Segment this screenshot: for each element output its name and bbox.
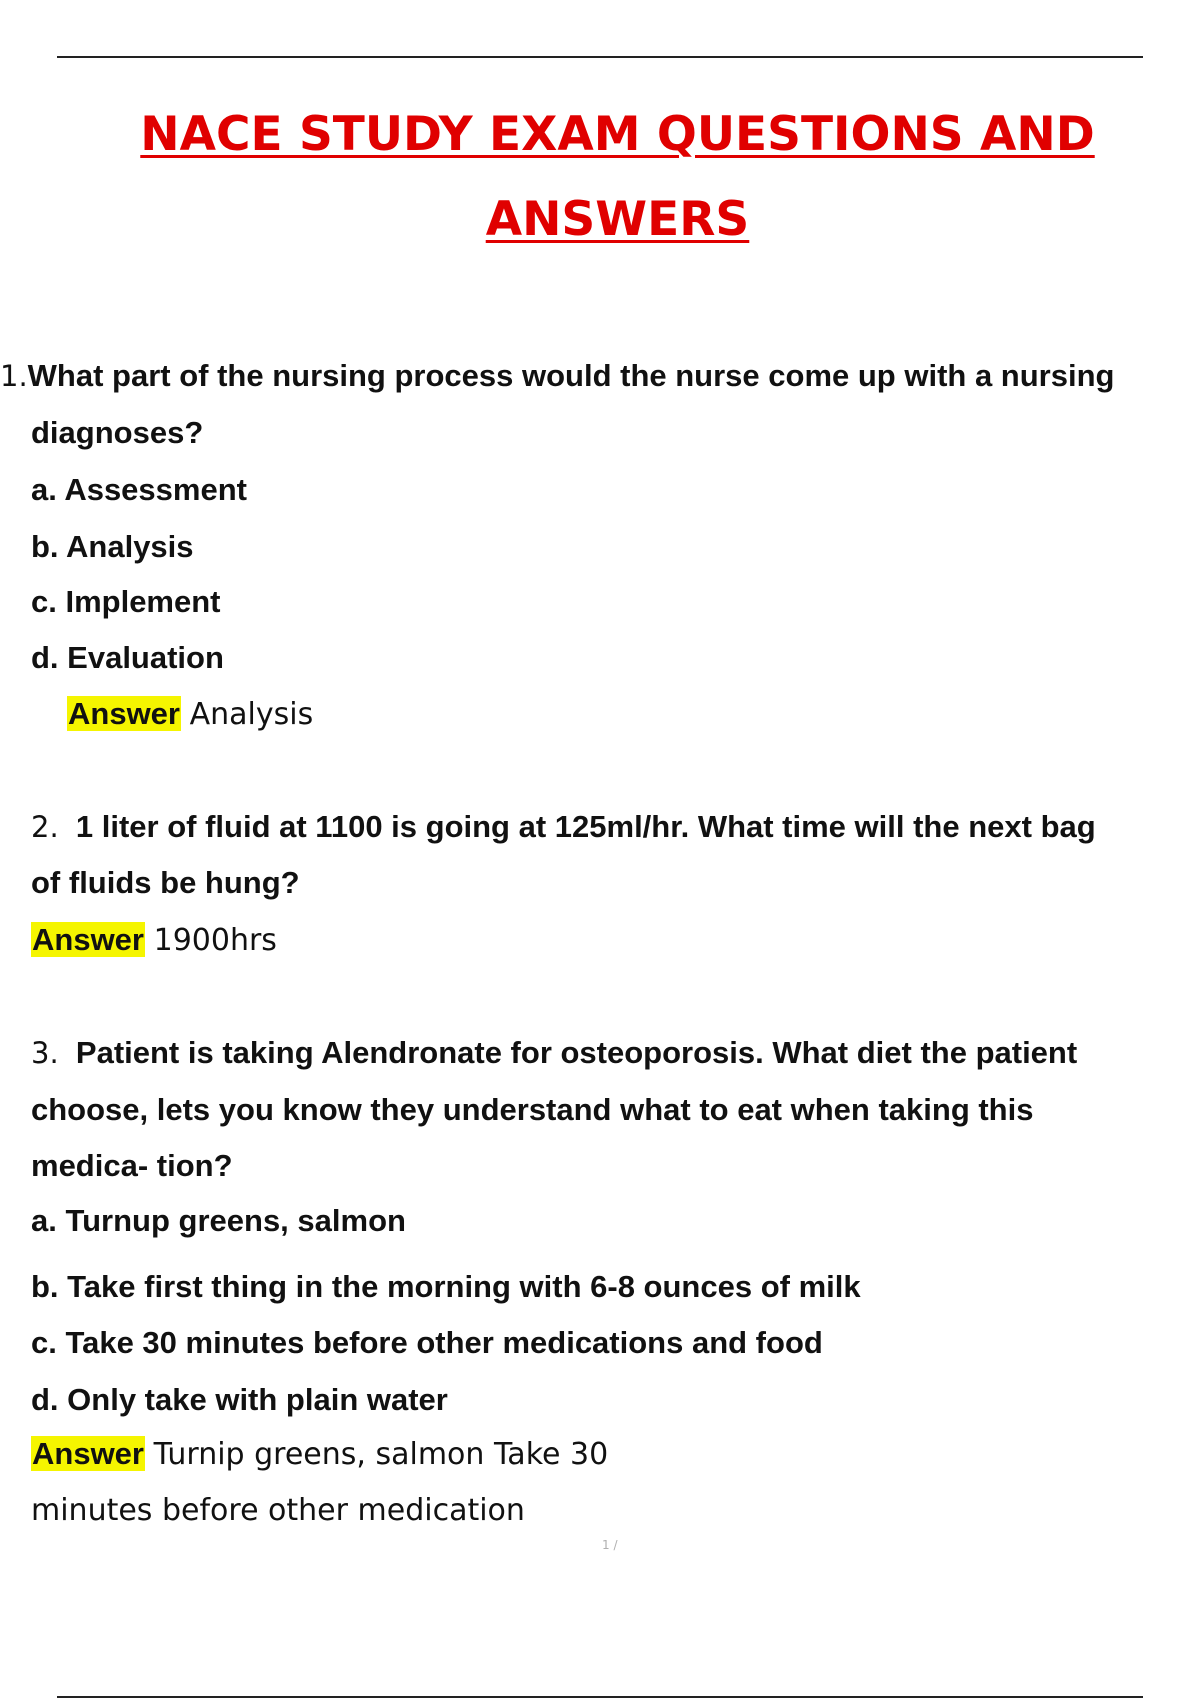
question-3-option-b: b. Take first thing in the morning with 6-8 ounces of milk	[31, 1269, 861, 1304]
answer-label: Answer	[68, 696, 180, 731]
question-3-text-line-2: choose, lets you know they understand what to eat when taking this	[31, 1092, 1034, 1127]
question-3-option-a: a. Turnup greens, salmon	[31, 1203, 406, 1238]
top-rule	[57, 56, 1143, 58]
page-title	[60, 92, 1175, 262]
question-3-answer-line-2	[31, 1490, 525, 1531]
question-1	[0, 356, 1114, 396]
question-2-answer	[31, 920, 277, 961]
bottom-rule	[57, 1696, 1143, 1698]
question-3	[31, 1033, 1077, 1073]
question-1-answer	[67, 694, 313, 735]
answer-label: Answer	[32, 1436, 144, 1471]
question-3-answer-text-line-2: minutes before other medication	[31, 1493, 525, 1528]
question-1-text-line-1: What part of the nursing process would the nurse come up with a nursing	[27, 358, 1115, 393]
question-2-answer-text: 1900hrs	[153, 923, 277, 958]
question-1-option-a: a. Assessment	[31, 472, 247, 507]
answer-label: Answer	[32, 922, 144, 957]
question-1-number: 1.	[0, 359, 28, 393]
title-line-2: ANSWERS	[485, 192, 750, 247]
page-number: 1 /	[602, 1538, 618, 1552]
question-2-text-line-1: 1 liter of fluid at 1100 is going at 125ml/hr. What time will the next bag	[75, 809, 1096, 844]
question-3-answer	[31, 1434, 608, 1475]
question-1-answer-text: Analysis	[189, 697, 314, 732]
question-3-option-c: c. Take 30 minutes before other medications and food	[31, 1325, 823, 1360]
title-line-1: NACE STUDY EXAM QUESTIONS AND	[140, 107, 1095, 162]
question-3-answer-text-line-1: Turnip greens, salmon Take 30	[153, 1437, 609, 1472]
question-2-number: 2.	[31, 810, 59, 844]
question-1-option-b: b. Analysis	[31, 529, 194, 564]
question-3-number: 3.	[31, 1036, 59, 1070]
question-1-text-line-2: diagnoses?	[31, 415, 204, 450]
question-2	[31, 807, 1096, 847]
question-3-text-line-3: medica- tion?	[31, 1148, 233, 1183]
question-3-text-line-1: Patient is taking Alendronate for osteoporosis. What diet the patient	[75, 1035, 1078, 1070]
question-2-text-line-2: of fluids be hung?	[31, 865, 300, 900]
question-3-option-d: d. Only take with plain water	[31, 1382, 448, 1417]
question-1-option-c: c. Implement	[31, 584, 221, 619]
question-1-option-d: d. Evaluation	[31, 640, 224, 675]
